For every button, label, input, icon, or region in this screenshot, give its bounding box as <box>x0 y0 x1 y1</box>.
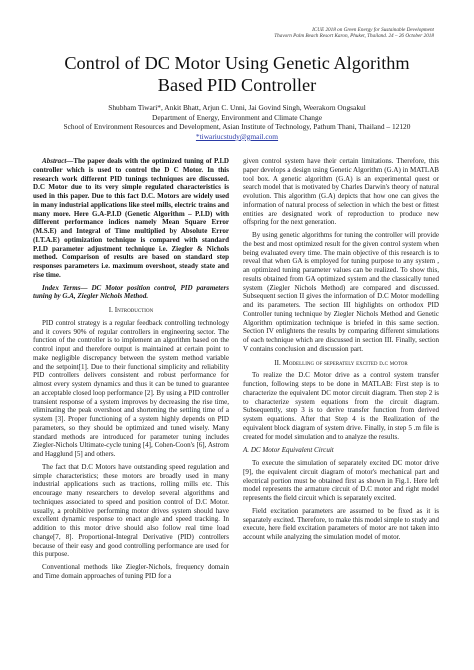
abstract-lead: Abstract— <box>42 157 74 165</box>
author-block <box>30 103 444 141</box>
author-names: Shubham Tiwari*, Ankit Bhatt, Arjun C. Unni, Jai Govind Singh, Weerakorn Ongsakul <box>108 103 366 112</box>
conference-header <box>174 27 434 40</box>
equivalent-circuit-paragraph-1: To execute the simulation of separately excited DC motor drive [9], the equivalent circuit diagram of motor's mechanical part and electrical portion must be obtained first as shown in Fig.1. Here left model represents the armature circuit of D.C motor and right model represents the field circuit which is separately excited. <box>243 459 439 502</box>
right-paragraph-1: given control system have their certain limitations. Therefore, this paper develops a design using Genetic Algorithm (G.A) in MATLAB tool box. A genetic algorithm (G.A) is an experimental quest or search model that is motivated by Charles Darwin's theory of natural evolution. This algorithm (G.A) depicts that how one can gives the information of natural process of selection in which the best or fittest entities are designated work of reproduction to produce new offspring for the next generation. <box>243 157 439 227</box>
paper-title <box>30 52 444 96</box>
subsection-heading-equivalent-circuit: A. DC Motor Equivalent Circuit <box>243 446 334 455</box>
author-email-link[interactable]: *tiwariucstudy@gmail.com <box>195 131 279 141</box>
paper-title-line-2: Based PID Controller <box>157 75 317 95</box>
left-column <box>33 157 229 585</box>
section-heading-modelling: II. Modelling of seperately excited d.c motor <box>274 358 408 367</box>
paper-title-line-1: Control of DC Motor Using Genetic Algorithm <box>64 53 410 73</box>
author-school: School of Environment Resources and Development, Asian Institute of Technology, Pathum Thani, Thailand – 12120 <box>63 122 411 132</box>
right-column <box>243 157 439 546</box>
intro-paragraph-1: PID control strategy is a regular feedback controlling technology and it covers 90% of regular controllers in engineering sector. The function of the controller is to implement an algorithm based on the control input and therefore output is maintained at certain point to make negligible discrepancy between the system method variable and the setpoint[1]. Due to their functional simplicity and reliability PID controllers delivers consistent and robust performance for almost every system dynamics and thus it can be tuned to guarantee an acceptable closed loop performance [2]. By using a PID controller transient response of a system improves by decreasing the rise time, eliminating the peak overshoot and shortening the settling time of a system [3]. Proper functioning of a system highly depends on PID parameters, so they should be optimized and tuned wisely. Many standard methods are introduced for parameter tuning includes Ziegler-Nichols Ultimate-cycle tuning [4], Cohen-Coon's [6], Astrom and Hagglund [5] and others. <box>33 318 229 458</box>
author-department: Department of Energy, Environment and Climate Change <box>152 112 322 122</box>
intro-paragraph-2: The fact that D.C Motors have outstanding speed regulation and simple characteristics; these motors are broadly used in many industrial applications such as tractions, rolling mills etc. This encourage many researchers to develop several algorithms and techniques associated to speed and position control of D.C Motor. usually, a prohibitive performing motor drives system should have excellent dynamic response to enact angle and speed tracking. In addition to this motor drive should also follow real time load change[7, 8]. Proportional-Integral Derivative (PID) controllers because of their easy and good controlling performance are used for this purpose. <box>33 462 229 559</box>
section-heading-introduction: I. Introduction <box>108 306 154 314</box>
conference-line-2: Thavorn Palm Beach Resort Karon, Phuket, Thailand. 24 – 26 October 2018 <box>274 33 434 40</box>
right-paragraph-2: By using genetic algorithms for tuning the controller will provide the best and most optimized result for the given control system when being evaluated every time. The main objective of this research is to reveal that when GA is employed for tuning purpose to any system , an optimized tuning parameter values can be realized. To show this, results obtained from GA optimized system and the classically tuned system (Ziegler Nichols Method) are compared and discussed. Subsequent section II gives the information of D.C Motor modelling and its parameters. The section III highlights on orthodox PID Controller tuning technique by Ziegler Nichols Method and Genetic Algorithm optimization technique is briefed in this same section. Section IV enlightens the results by comparing different simulations of each technique which are discussed in section III. Finally, section V contains conclusion and discussion part. <box>243 231 439 353</box>
abstract <box>33 157 229 280</box>
intro-paragraph-3: Conventional methods like Ziegler-Nichols, frequency domain and Time domain approaches of tuning PID for a <box>33 563 229 580</box>
abstract-text: The paper deals with the optimized tuning of P.I.D controller which is used to control the D C Motor. In this research work different PID tunings techniques are discussed. D.C Motor due to its very simple regulated characteristics is used in this paper. Due to this fact D.C. Motors are widely used in many industrial applications like steel mills, electric trains and many more. Here G.A-P.I.D (Genetic Algorithm – P.I.D) with different performance indices namely Mean Square Error (M.S.E) and Integral of Time multiplied by Absolute Error (I.T.A.E) optimization technique is compared with standard P.I.D parameter adjustment technique i.e. Ziegler & Nichols method. Comparison of results are based on standard step responses parameters i.e. maximum overshoot, steady state and rise time. <box>33 157 229 279</box>
index-terms: Index Terms— DC Motor position control, PID parameters tuning by G.A, Ziegler Nichols Method. <box>33 283 229 301</box>
equivalent-circuit-paragraph-2: Field excitation parameters are assumed to be fixed as it is separately excited. Therefore, to make this model simple to study and execute, here field excitation parameters of motor are not taken into account while analyzing the simulation model of motor. <box>243 506 439 541</box>
modelling-paragraph: To realize the D.C Motor drive as a control system transfer function, following steps to be done in MATLAB: First step is to characterize the equivalent DC motor circuit diagram. Then step 2 is to characterize system equations from the circuit diagram. Subsequently, step 3 is to derive transfer function from derived system equations. After that Step 4 is the Realization of the equivalent block diagram of system drive. Finally, in step 5 .m file is created for model simulation and to analyze the results. <box>243 371 439 441</box>
conference-line-1: ICUE 2018 on Green Energy for Sustainable Development <box>312 27 434 33</box>
